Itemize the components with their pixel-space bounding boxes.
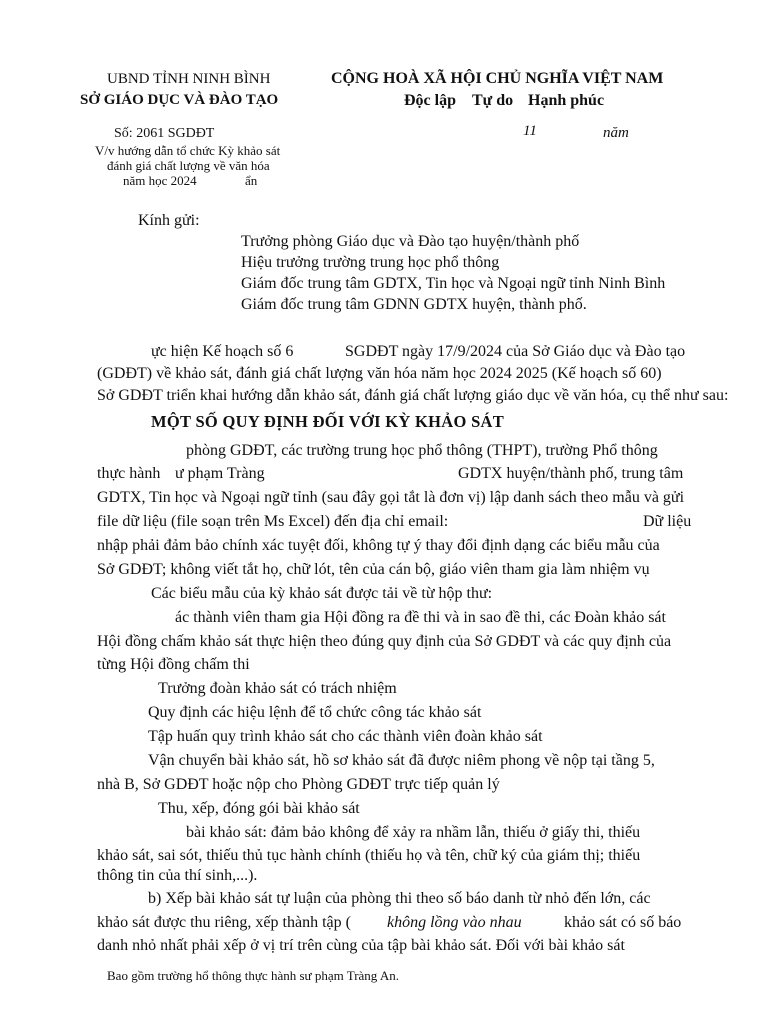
department-name: SỞ GIÁO DỤC VÀ ĐÀO TẠO bbox=[80, 92, 279, 108]
section-title: MỘT SỐ QUY ĐỊNH ĐỐI VỚI KỲ KHẢO SÁT bbox=[151, 412, 505, 431]
intro-line-2: (GDĐT) về khảo sát, đánh giá chất lượng văn hóa năm học 2024 2025 (Kế hoạch số 60) bbox=[97, 365, 662, 382]
doc-number-line bbox=[114, 126, 214, 142]
footnote: Bao gồm trường hổ thông thực hành sư phạm Tràng An. bbox=[107, 968, 399, 983]
nation-title: CỘNG HOÀ XÃ HỘI CHỦ NGHĨA VIỆT NAM bbox=[331, 70, 664, 87]
motto-1: Độc lập bbox=[404, 92, 456, 109]
body-p7-l1: Vận chuyển bài khảo sát, hồ sơ khảo sát đã được niêm phong về nộp tại tầng 5, bbox=[148, 752, 655, 769]
intro-line-1b: SGDĐT ngày 17/9/2024 của Sở Giáo dục và Đào tạo bbox=[345, 343, 686, 360]
body-p1-l3: GDTX, Tin học và Ngoại ngữ tỉnh (sau đây gọi tắt là đơn vị) lập danh sách theo mẫu và gửi bbox=[97, 489, 685, 506]
intro-line-3: Sở GDĐT triển khai hướng dẫn khảo sát, đánh giá chất lượng giáo dục về văn hóa, cụ thể như sau: bbox=[97, 387, 729, 404]
subject-line-3b: ẩn bbox=[245, 173, 258, 188]
intro-line-1a: ực hiện Kế hoạch số 6 bbox=[151, 343, 294, 360]
recipients-heading: Kính gửi: bbox=[138, 212, 200, 229]
body-p4: Trưởng đoàn khảo sát có trách nhiệm bbox=[158, 680, 397, 697]
body-p10-l2a: khảo sát được thu riêng, xếp thành tập ( bbox=[97, 914, 351, 931]
doc-number-suffix: SGDĐT bbox=[167, 126, 215, 141]
doc-number-prefix: Số: bbox=[114, 126, 133, 141]
body-p9-l3: thông tin của thí sinh,...). bbox=[97, 867, 258, 884]
date-day: 11 bbox=[523, 123, 537, 139]
body-p7-l2: nhà B, Sở GDĐT hoặc nộp cho Phòng GDĐT trực tiếp quản lý bbox=[97, 776, 500, 793]
body-p2: Các biểu mẫu của kỳ khảo sát được tải về từ hộp thư: bbox=[151, 585, 493, 602]
body-p9-l1: bài khảo sát: đảm bảo không để xảy ra nhầm lẫn, thiếu ở giấy thi, thiếu bbox=[186, 824, 641, 841]
motto-2: Tự do bbox=[472, 92, 514, 109]
body-p10-l3: danh nhỏ nhất phải xếp ở vị trí trên cùng của tập bài khảo sát. Đối với bài khảo sát bbox=[97, 937, 625, 954]
subject-line-2: đánh giá chất lượng về văn hóa bbox=[107, 158, 270, 173]
body-p1-l2a: thực hành bbox=[97, 465, 161, 482]
agency-name: UBND TỈNH NINH BÌNH bbox=[107, 71, 271, 87]
body-p6: Tập huấn quy trình khảo sát cho các thành viên đoàn khảo sát bbox=[148, 728, 543, 745]
body-p10-l2c: khảo sát có số báo bbox=[564, 914, 682, 931]
body-p10-l2b: không lồng vào nhau bbox=[387, 914, 522, 931]
body-p8: Thu, xếp, đóng gói bài khảo sát bbox=[158, 800, 360, 817]
body-p1-l2c: GDTX huyện/thành phố, trung tâm bbox=[458, 465, 684, 482]
recipient-item: Trưởng phòng Giáo dục và Đào tạo huyện/thành phố bbox=[241, 233, 580, 250]
body-p3-l1: ác thành viên tham gia Hội đồng ra đề thi và in sao đề thi, các Đoàn khảo sát bbox=[175, 609, 666, 626]
body-p3-l2: Hội đồng chấm khảo sát thực hiện theo đúng quy định của Sở GDĐT và các quy định của bbox=[97, 633, 672, 650]
body-p1-l4a: file dữ liệu (file soạn trên Ms Excel) đến địa chỉ email: bbox=[97, 513, 449, 530]
body-p3-l3: từng Hội đồng chấm thi bbox=[97, 656, 250, 673]
recipient-item: Hiệu trưởng trường trung học phổ thông bbox=[241, 254, 500, 271]
body-p1-l2b: ư phạm Tràng bbox=[175, 465, 265, 482]
subject-line-3: năm học 2024 bbox=[123, 173, 197, 188]
body-p1-l5: nhập phải đảm bảo chính xác tuyệt đối, không tự ý thay đổi định dạng các biểu mẫu của bbox=[97, 537, 660, 554]
recipient-item: Giám đốc trung tâm GDTX, Tin học và Ngoại ngữ tỉnh Ninh Bình bbox=[241, 275, 666, 292]
motto-3: Hạnh phúc bbox=[528, 92, 605, 109]
body-p1-l6: Sở GDĐT; không viết tắt họ, chữ lót, tên của cán bộ, giáo viên tham gia làm nhiệm vụ bbox=[97, 561, 650, 578]
date-year-word: năm bbox=[603, 125, 629, 141]
body-p10-l1: b) Xếp bài khảo sát tự luận của phòng thi theo số báo danh từ nhỏ đến lớn, các bbox=[148, 890, 651, 907]
recipient-item: Giám đốc trung tâm GDNN GDTX huyện, thành phố. bbox=[241, 296, 587, 313]
body-p1-l4b: Dữ liệu bbox=[643, 513, 692, 530]
body-p1-l1: phòng GDĐT, các trường trung học phổ thông (THPT), trường Phổ thông bbox=[186, 442, 658, 459]
subject-line-1: V/v hướng dẫn tổ chức Kỳ khảo sát bbox=[95, 143, 281, 158]
body-p5: Quy định các hiệu lệnh để tổ chức công tác khảo sát bbox=[148, 704, 482, 721]
doc-number: 2061 bbox=[136, 126, 165, 141]
body-p9-l2: khảo sát, sai sót, thiếu thủ tục hành chính (thiếu họ và tên, chữ ký của giám thị; thiếu bbox=[97, 847, 641, 864]
